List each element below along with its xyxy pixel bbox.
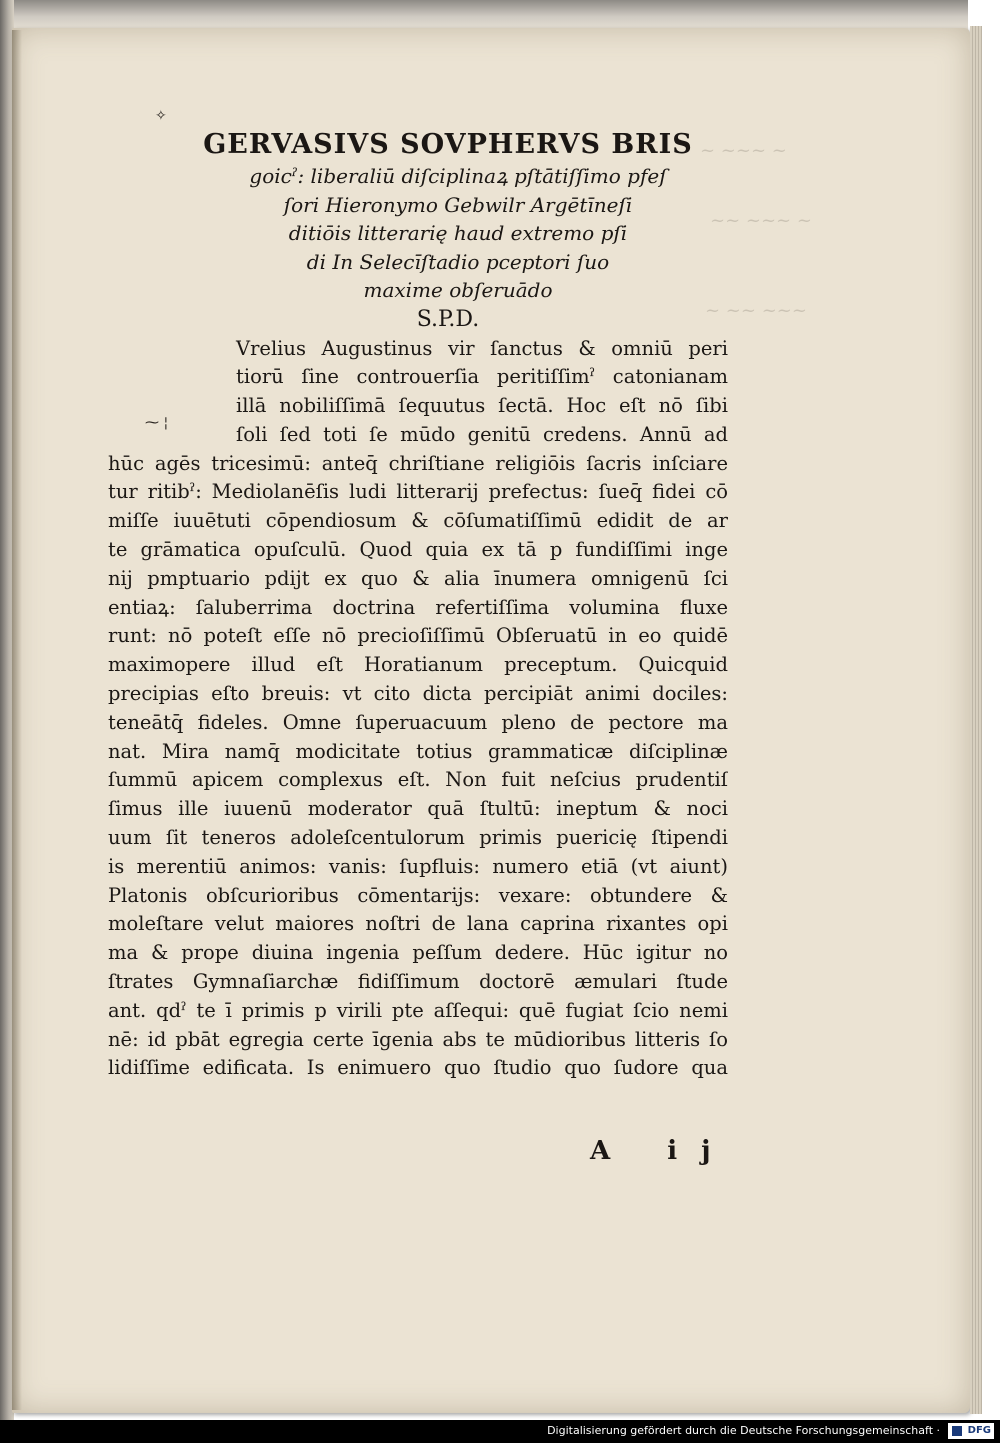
body-line: is merentiū animos: vanis: ſupfluis: numero etiā (vt aiunt) — [108, 854, 728, 878]
body-line: maximopere illud eſt Horatianum preceptum. Quicquid — [108, 653, 728, 677]
dedication-line: ditiōis litterarię haud extremo pſi — [288, 221, 628, 245]
initial-letter-space — [108, 335, 238, 453]
body-line: nat. Mira namq̄ modicitate totius grammaticæ diſciplinæ — [108, 739, 728, 763]
body-line: runt: nō poteſt eſſe nō precioſiſſimū Obſeruatū in eo quidē — [108, 624, 728, 648]
dedication-line: goicˀ: liberaliū diſciplinaꝝ pſtātiſſimo pfeſ — [249, 164, 667, 188]
body-line: hūc agēs tricesimū: anteq̄ chriſtiane religiōis ſacris inſciare — [108, 451, 728, 475]
body-line: lidiſſime edificata. Is enimuero quo ſtudio quo ſudore qua — [108, 1056, 728, 1080]
body-line: ſtrates Gymnaſiarchæ fidiſſimum doctorē æmulari ſtude — [108, 970, 728, 994]
body-line: illā nobiliſſimā ſequutus ſectā. Hoc eſt nō ſibi — [236, 394, 728, 418]
body-line: te grāmatica opuſculū. Quod quia ex tā p fundiſſimi inge — [108, 538, 728, 562]
body-line: ant. qdˀ te ī primis p virili pte aſſequi: quē fugiat ſcio nemi — [108, 998, 728, 1022]
gutter-shadow — [12, 30, 22, 1410]
dfg-logo-text: DFG — [967, 1425, 991, 1436]
body-line: nij pmptuario pdijt ex quo & alia īnumera omnigenū ſci — [108, 566, 728, 590]
text-block — [108, 128, 728, 1083]
footer-bar — [0, 1420, 1000, 1443]
body-line: Vrelius Augustinus vir ſanctus & omniū peri — [236, 336, 728, 360]
body-line: ſummū apicem complexus eſt. Non fuit neſcius prudentiſ — [108, 768, 728, 792]
book-top-edge — [8, 0, 968, 30]
show-through-text: ~ ~~ ~~~ — [705, 300, 807, 321]
body-line: precipias eſto breuis: vt cito dicta percipiāt animi dociles: — [108, 682, 728, 706]
body-line: ma & prope diuina ingenia peſſum dedere. Hūc igitur no — [108, 941, 728, 965]
dedication-line: di In Selecīſtadio pceptori ſuo — [306, 249, 610, 274]
dedication — [198, 162, 718, 305]
body-line: moleſtare velut maiores noſtri de lana caprina rixantes opi — [108, 912, 728, 936]
margin-mark: ✧ — [155, 108, 167, 124]
margin-mark: ⁓ ¦ — [145, 415, 169, 431]
signature-mark: A ij — [590, 1136, 735, 1166]
body-line: ſoli ſed toti ſe mūdo genitū credens. Annū ad — [236, 422, 728, 446]
body-line: tiorū ſine controuerſia peritiſſimˀ catonianam — [236, 365, 728, 389]
dfg-logo[interactable] — [948, 1423, 994, 1439]
body-line: nē: id pbāt egregia certe īgenia abs te mūdioribus litteris ſo — [108, 1027, 728, 1051]
body-line: ſimus ille iuuenū moderator quā ſtultū: ineptum & noci — [108, 797, 728, 821]
body-line: uum ſit teneros adoleſcentulorum primis puericię ſtipendi — [108, 826, 728, 850]
body-line: Platonis obſcurioribus cōmentarijs: vexare: obtundere & — [108, 883, 728, 907]
heading: GERVASIVS SOVPHERVS BRIS — [203, 129, 693, 160]
show-through-text: ~ ~~~ ~ — [700, 140, 787, 161]
body-line: entiaꝝ: ſaluberrima doctrina refertiſſima volumina fluxe — [108, 595, 728, 619]
dedication-line: maxime obſeruādo — [363, 278, 553, 302]
dedication-line: ſori Hieronymo Gebwilr Argētīneſi — [283, 192, 633, 217]
body-line: miſſe iuuētuti cōpendiosum & cōſumatiſſimū edidit de ar — [108, 509, 728, 533]
body-text — [108, 335, 728, 1084]
dfg-logo-square-icon — [952, 1426, 962, 1436]
salutation: S.P.D. — [416, 306, 480, 332]
body-line: teneātq̄ fideles. Omne ſuperuacuum pleno de pectore ma — [108, 710, 728, 734]
footer-credit: Digitalisierung gefördert durch die Deutsche Forschungsgemeinschaft · — [547, 1424, 940, 1437]
page-fore-edge — [970, 26, 982, 1414]
show-through-text: ~~ ~~~ ~ — [710, 210, 812, 231]
body-line: tur ritibˀ: Mediolanēſis ludi litterarij prefectus: ſueq̄ fidei cō — [108, 480, 728, 504]
